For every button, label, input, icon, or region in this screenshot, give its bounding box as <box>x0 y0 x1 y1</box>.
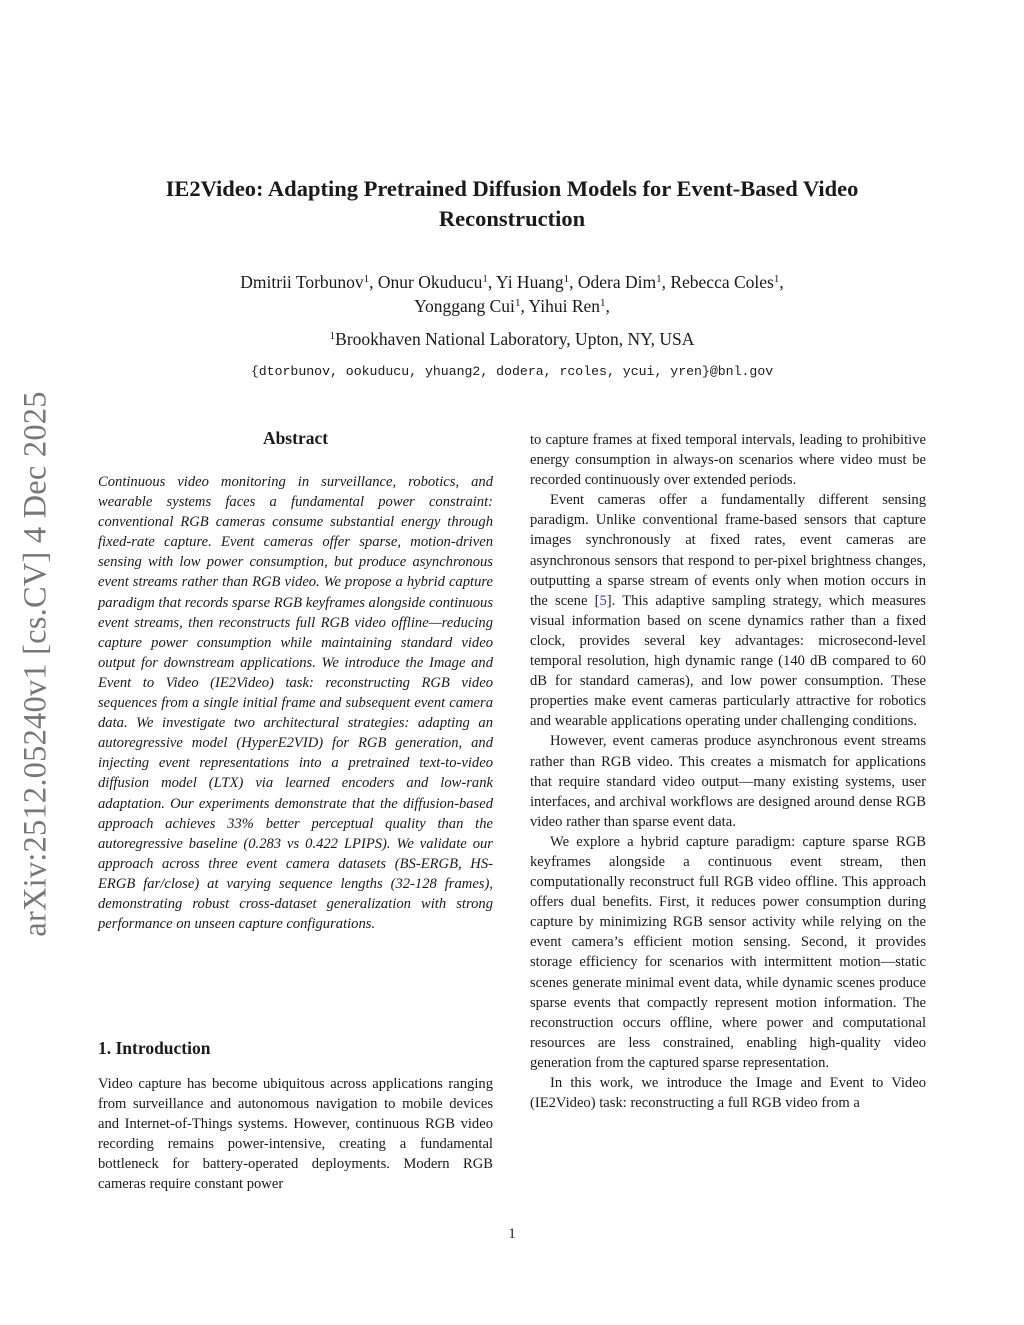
abstract-heading: Abstract <box>262 428 329 448</box>
paragraph-event-cameras: Event cameras offer a fundamentally different sensing paradigm. Unlike conventional frame-based sensors that capture images synchronously at fixed rates, event cameras are asynchronous sensors that respond to per-pixel brightness changes, outputting a sparse stream of events only when motion occurs in the scene [5]. This adaptive sampling strategy, which measures visual information based on scene dynamics rather than a fixed clock, provides several key advantages: microsecond-level temporal resolution, high dynamic range (140 dB compared to 60 dB for standard cameras), and low power consumption. These properties make event cameras particularly attractive for robotics and wearable applications operating under challenging conditions. <box>530 492 926 730</box>
paper-title: IE2Video: Adapting Pretrained Diffusion Models for Event-Based Video Reconstruction <box>165 176 859 231</box>
abstract-text: Continuous video monitoring in surveillance, robotics, and wearable systems faces a fundamental power constraint: conventional RGB cameras consume substantial energy through fixed-rate capture. Event cameras offer sparse, motion-driven sensing with low power consumption, but produce asynchronous event streams rather than RGB video. We propose a hybrid capture paradigm that records sparse RGB keyframes alongside continuous event streams, then reconstructs full RGB video offline—reducing capture power consumption while maintaining standard video output for downstream applications. We introduce the Image and Event to Video (IE2Video) task: reconstructing RGB video sequences from a single initial frame and subsequent event camera data. We investigate two architectural strategies: adapting an autoregressive model (HyperE2VID) for RGB generation, and injecting event representations into a pretrained text-to-video diffusion model (LTX) via learned encoders and low-rank adaptation. Our experiments demonstrate that the diffusion-based approach achieves 33% better perceptual quality than the autoregressive baseline (0.283 vs 0.422 LPIPS). We validate our approach across three event camera datasets (BS-ERGB, HS-ERGB far/close) at varying sequence lengths (32-128 frames), demonstrating robust cross-dataset generalization with strong performance on unseen capture configurations. <box>98 474 493 933</box>
paragraph-continuation: to capture frames at fixed temporal intervals, leading to prohibitive energy consumption in always-on scenarios where video must be recorded continuously over extended periods. <box>530 432 926 489</box>
right-column <box>530 430 926 1113</box>
author-list: Dmitrii Torbunov$^1$, Onur Okuducu$^1$, Yi Huang$^1$, Odera Dim$^1$, Rebecca Coles$^1$, Yonggang Cui$^1$, Yihui Ren$^1$, <box>240 272 784 316</box>
citation-link[interactable]: 5 <box>599 592 607 609</box>
author: Yi Huang$^1$ <box>496 272 570 292</box>
author: Yonggang Cui$^1$ <box>414 296 521 316</box>
page-number: 1 <box>508 1226 516 1242</box>
author: Dmitrii Torbunov$^1$ <box>240 272 370 292</box>
author: Yihui Ren$^1$ <box>528 296 606 316</box>
author: Odera Dim$^1$ <box>577 272 662 292</box>
introduction-heading: 1. Introduction <box>98 1038 211 1058</box>
affiliation: $^1$Brookhaven National Laboratory, Upton, NY, USA <box>329 329 695 349</box>
introduction-paragraph-1: Video capture has become ubiquitous across applications ranging from surveillance and autonomous navigation to mobile devices and Internet-of-Things systems. However, continuous RGB video recording remains power-intensive, creating a fundamental bottleneck for battery-operated deployments. Modern RGB cameras require constant power <box>98 1076 493 1193</box>
paragraph-mismatch: However, event cameras produce asynchronous event streams rather than RGB video. This creates a mismatch for applications that require standard video output—many existing systems, user interfaces, and archival workflows are designed around dense RGB video rather than sparse event data. <box>530 733 926 830</box>
paragraph-this-work: In this work, we introduce the Image and Event to Video (IE2Video) task: reconstructing a full RGB video from a <box>530 1075 926 1112</box>
author: Rebecca Coles$^1$ <box>670 272 780 292</box>
author: Onur Okuducu$^1$ <box>377 272 488 292</box>
paragraph-hybrid-capture: We explore a hybrid capture paradigm: capture sparse RGB keyframes alongside a continuous event stream, then computationally reconstruct full RGB video offline. This approach offers dual benefits. First, it reduces power consumption during capture by minimizing RGB sensor activity while relying on the event camera’s efficient motion sensing. Second, it provides storage efficiency for scenarios with intermittent motion—static scenes generate minimal event data, while dynamic scenes produce sparse events that compactly represent motion information. The reconstruction occurs offline, where power and computational resources are less constrained, enabling high-quality video generation from the captured sparse representation. <box>530 833 926 1071</box>
author-emails: {dtorbunov, ookuducu, yhuang2, dodera, rcoles, ycui, yren}@bnl.gov <box>250 364 774 379</box>
arxiv-stamp-text: arXiv:2512.05240v1 [cs.CV] 4 Dec 2025 <box>17 391 54 937</box>
